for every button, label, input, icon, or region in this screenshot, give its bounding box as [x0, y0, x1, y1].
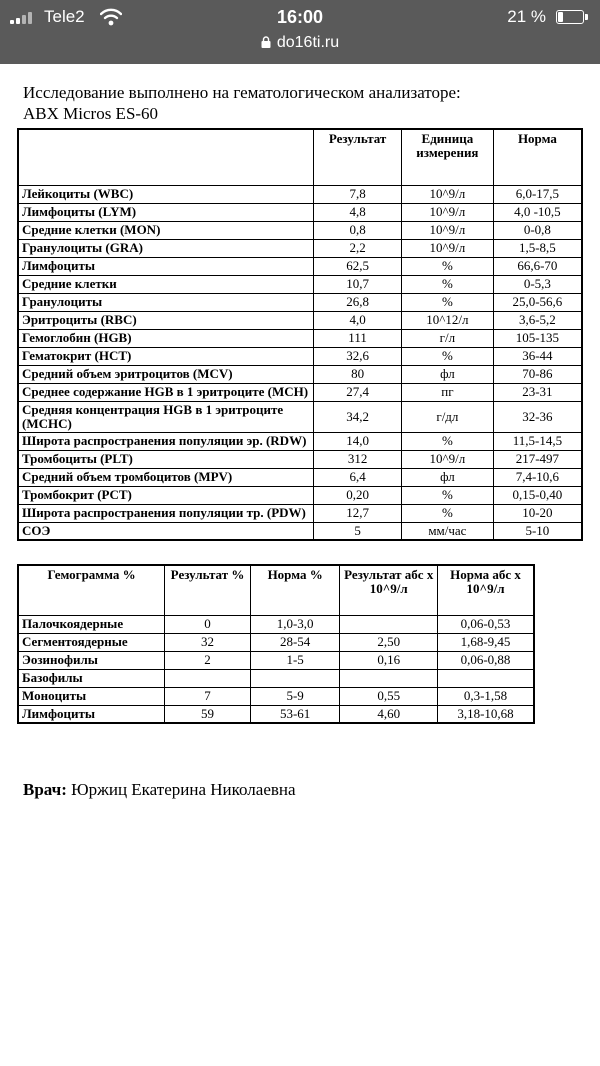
cell-norm: 0-5,3 — [493, 275, 582, 293]
carrier-name: Tele2 — [44, 7, 85, 26]
cell-result: 7,8 — [314, 185, 402, 203]
cell-result: 111 — [314, 329, 402, 347]
table-header-row — [18, 565, 534, 615]
cell-result-abs — [340, 615, 438, 633]
doctor-name: Юржиц Екатерина Николаевна — [71, 780, 296, 799]
blood-test-table — [17, 128, 583, 541]
table-row — [18, 347, 582, 365]
cell-result: 32,6 — [314, 347, 402, 365]
table-row — [18, 615, 534, 633]
cell-norm: 70-86 — [493, 365, 582, 383]
cell-norm: 10-20 — [493, 504, 582, 522]
cell-name: Гранулоциты — [18, 293, 314, 311]
cell-name: Широта распространения популяции эр. (RDW) — [18, 432, 314, 450]
cell-unit: % — [401, 486, 493, 504]
cell-unit: 10^12/л — [401, 311, 493, 329]
cell-unit: пг — [401, 383, 493, 401]
header-result: Результат — [314, 129, 402, 185]
cell-norm: 6,0-17,5 — [493, 185, 582, 203]
cell-name: Моноциты — [18, 687, 165, 705]
cell-name: Базофилы — [18, 669, 165, 687]
cell-result: 4,8 — [314, 203, 402, 221]
cell-result: 26,8 — [314, 293, 402, 311]
cell-name: Лейкоциты (WBC) — [18, 185, 314, 203]
table-row — [18, 293, 582, 311]
table-row — [18, 239, 582, 257]
cell-result: 27,4 — [314, 383, 402, 401]
table-row — [18, 257, 582, 275]
cell-name: Сегментоядерные — [18, 633, 165, 651]
cell-norm: 105-135 — [493, 329, 582, 347]
cell-name: Тромбокрит (PCT) — [18, 486, 314, 504]
cell-name: Гемоглобин (HGB) — [18, 329, 314, 347]
cell-name: Гематокрит (НСТ) — [18, 347, 314, 365]
cell-result-pct — [165, 669, 251, 687]
cell-name: Средняя концентрация HGB в 1 эритроците (MCHC) — [18, 401, 314, 432]
cell-result-abs: 2,50 — [340, 633, 438, 651]
table-row — [18, 365, 582, 383]
cell-norm-abs — [438, 669, 534, 687]
cell-result-abs: 0,16 — [340, 651, 438, 669]
cell-unit: г/л — [401, 329, 493, 347]
cell-result: 14,0 — [314, 432, 402, 450]
cell-norm-abs: 3,18-10,68 — [438, 705, 534, 723]
cell-result-pct: 59 — [165, 705, 251, 723]
cell-norm-pct: 28-54 — [250, 633, 340, 651]
table-row — [18, 504, 582, 522]
cell-result: 0,20 — [314, 486, 402, 504]
cell-unit: % — [401, 347, 493, 365]
cell-result: 5 — [314, 522, 402, 540]
cell-norm-pct: 1,0-3,0 — [250, 615, 340, 633]
header-parameter — [18, 129, 314, 185]
cell-result-pct: 32 — [165, 633, 251, 651]
cell-norm-pct: 1-5 — [250, 651, 340, 669]
cell-norm-abs: 1,68-9,45 — [438, 633, 534, 651]
header-result-abs: Результат абс х 10^9/л — [340, 565, 438, 615]
cell-norm: 32-36 — [493, 401, 582, 432]
table-row — [18, 669, 534, 687]
cell-name: Лимфоциты (LYM) — [18, 203, 314, 221]
intro-line-1: Исследование выполнено на гематологическом анализаторе: — [23, 83, 461, 102]
header-norm-abs: Норма абс х 10^9/л — [438, 565, 534, 615]
cell-unit: 10^9/л — [401, 185, 493, 203]
cell-unit: г/дл — [401, 401, 493, 432]
cell-unit: % — [401, 275, 493, 293]
cell-name: Средний объем эритроцитов (MCV) — [18, 365, 314, 383]
cell-unit: % — [401, 293, 493, 311]
table-row — [18, 633, 534, 651]
hemogram-table — [17, 564, 535, 724]
header-hemogram: Гемограмма % — [18, 565, 165, 615]
cell-result: 10,7 — [314, 275, 402, 293]
cell-result-abs: 0,55 — [340, 687, 438, 705]
cell-result: 12,7 — [314, 504, 402, 522]
cell-norm: 217-497 — [493, 450, 582, 468]
cell-unit: % — [401, 504, 493, 522]
header-norm-pct: Норма % — [250, 565, 340, 615]
cell-norm-abs: 0,3-1,58 — [438, 687, 534, 705]
cell-result-pct: 2 — [165, 651, 251, 669]
table-row — [18, 651, 534, 669]
clock: 16:00 — [276, 7, 324, 27]
cell-norm: 0,15-0,40 — [493, 486, 582, 504]
cell-name: Эозинофилы — [18, 651, 165, 669]
cell-name: Средние клетки — [18, 275, 314, 293]
table-row — [18, 311, 582, 329]
cell-name: Средний объем тромбоцитов (MPV) — [18, 468, 314, 486]
lock-icon — [261, 36, 271, 48]
cell-name: Лимфоциты — [18, 257, 314, 275]
table-row — [18, 468, 582, 486]
battery-icon — [556, 10, 584, 24]
table-row — [18, 383, 582, 401]
cell-norm: 4,0 -10,5 — [493, 203, 582, 221]
cell-result-abs: 4,60 — [340, 705, 438, 723]
cell-name: Лимфоциты — [18, 705, 165, 723]
cell-norm-abs: 0,06-0,88 — [438, 651, 534, 669]
cell-result: 312 — [314, 450, 402, 468]
cell-name: Тромбоциты (PLT) — [18, 450, 314, 468]
cell-unit: 10^9/л — [401, 221, 493, 239]
doctor-signature-line — [17, 780, 585, 800]
cell-name: Широта распространения популяции тр. (PDW) — [18, 504, 314, 522]
lab-report — [17, 82, 585, 800]
cell-name: Гранулоциты (GRA) — [18, 239, 314, 257]
cell-result: 6,4 — [314, 468, 402, 486]
cell-unit: мм/час — [401, 522, 493, 540]
cell-result-pct: 7 — [165, 687, 251, 705]
cell-unit: 10^9/л — [401, 450, 493, 468]
cell-norm: 1,5-8,5 — [493, 239, 582, 257]
cell-result: 34,2 — [314, 401, 402, 432]
cell-name: Средние клетки (MON) — [18, 221, 314, 239]
header-norm: Норма — [493, 129, 582, 185]
report-intro — [17, 82, 585, 124]
cell-norm: 3,6-5,2 — [493, 311, 582, 329]
cell-unit: фл — [401, 365, 493, 383]
intro-line-2: ABX Micros ES-60 — [23, 104, 159, 123]
cell-norm: 11,5-14,5 — [493, 432, 582, 450]
table-row — [18, 450, 582, 468]
url-text: do16ti.ru — [276, 34, 340, 51]
cell-result-abs — [340, 669, 438, 687]
table-row — [18, 522, 582, 540]
header-unit: Единица измерения — [401, 129, 493, 185]
address-bar[interactable] — [0, 34, 600, 52]
cell-norm: 25,0-56,6 — [493, 293, 582, 311]
cell-unit: 10^9/л — [401, 203, 493, 221]
cell-name: Палочкоядерные — [18, 615, 165, 633]
cell-name: Эритроциты (RBC) — [18, 311, 314, 329]
cell-norm: 66,6-70 — [493, 257, 582, 275]
cell-norm: 23-31 — [493, 383, 582, 401]
cell-norm: 7,4-10,6 — [493, 468, 582, 486]
doctor-label: Врач: — [23, 780, 67, 799]
cell-norm-pct — [250, 669, 340, 687]
cell-result: 2,2 — [314, 239, 402, 257]
table-row — [18, 687, 534, 705]
cell-norm: 5-10 — [493, 522, 582, 540]
header-result-pct: Результат % — [165, 565, 251, 615]
table-row — [18, 275, 582, 293]
table-header-row — [18, 129, 582, 185]
cell-norm-pct: 53-61 — [250, 705, 340, 723]
cell-result: 0,8 — [314, 221, 402, 239]
cell-result-pct: 0 — [165, 615, 251, 633]
cell-unit: фл — [401, 468, 493, 486]
cell-unit: % — [401, 257, 493, 275]
table-row — [18, 486, 582, 504]
browser-top-bar — [0, 0, 600, 64]
table-row — [18, 705, 534, 723]
table-row — [18, 221, 582, 239]
table-row — [18, 401, 582, 432]
cell-result: 4,0 — [314, 311, 402, 329]
cell-norm-abs: 0,06-0,53 — [438, 615, 534, 633]
cell-name: Среднее содержание HGB в 1 эритроците (MCH) — [18, 383, 314, 401]
table-row — [18, 329, 582, 347]
cell-name: СОЭ — [18, 522, 314, 540]
status-bar — [0, 6, 600, 28]
table-row — [18, 203, 582, 221]
cell-unit: 10^9/л — [401, 239, 493, 257]
battery-percent: 21 % — [507, 7, 546, 26]
cell-unit: % — [401, 432, 493, 450]
cell-norm: 0-0,8 — [493, 221, 582, 239]
cell-norm-pct: 5-9 — [250, 687, 340, 705]
cell-norm: 36-44 — [493, 347, 582, 365]
cell-result: 62,5 — [314, 257, 402, 275]
table-row — [18, 432, 582, 450]
cell-result: 80 — [314, 365, 402, 383]
table-row — [18, 185, 582, 203]
